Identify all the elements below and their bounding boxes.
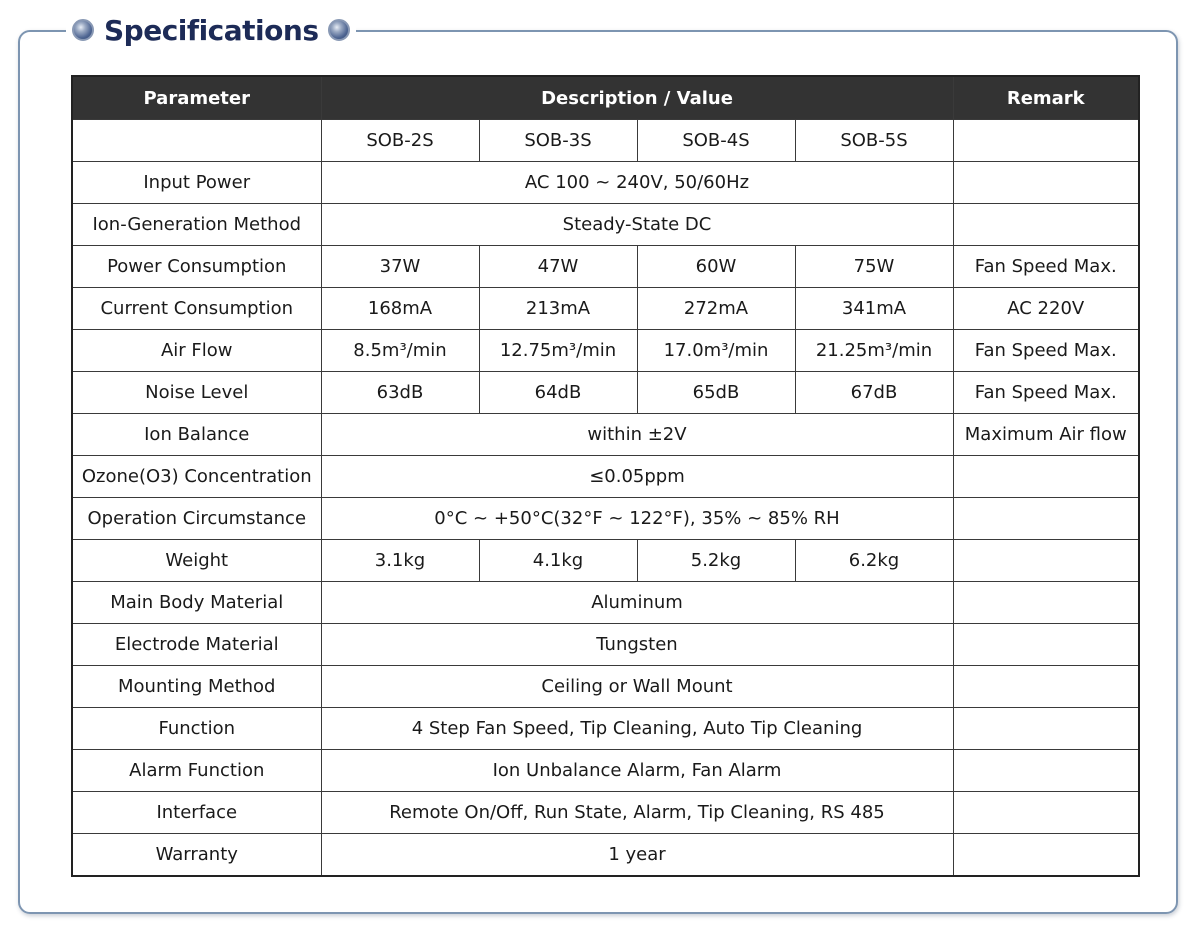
table-row (72, 792, 1139, 834)
value-cell: 0°C ~ +50°C(32°F ~ 122°F), 35% ~ 85% RH (321, 498, 953, 540)
table-row (72, 330, 1139, 372)
param-label: Weight (72, 540, 321, 582)
page-title: Specifications (104, 13, 319, 47)
param-label: Operation Circumstance (72, 498, 321, 540)
param-label: Mounting Method (72, 666, 321, 708)
value-cell: 341mA (795, 288, 953, 330)
param-label: Ozone(O3) Concentration (72, 456, 321, 498)
table-header-row (72, 76, 1139, 120)
value-cell: 65dB (637, 372, 795, 414)
remark-cell (953, 666, 1139, 708)
table-row (72, 414, 1139, 456)
table-row (72, 708, 1139, 750)
param-label: Input Power (72, 162, 321, 204)
remark-cell: Fan Speed Max. (953, 372, 1139, 414)
value-cell: ≤0.05ppm (321, 456, 953, 498)
value-cell: within ±2V (321, 414, 953, 456)
header-parameter: Parameter (72, 76, 321, 120)
value-cell: 21.25m³/min (795, 330, 953, 372)
value-cell: 4 Step Fan Speed, Tip Cleaning, Auto Tip Cleaning (321, 708, 953, 750)
value-cell: 63dB (321, 372, 479, 414)
remark-cell (953, 834, 1139, 877)
remark-cell: AC 220V (953, 288, 1139, 330)
value-cell: Tungsten (321, 624, 953, 666)
value-cell: 168mA (321, 288, 479, 330)
value-cell: 47W (479, 246, 637, 288)
param-label: Current Consumption (72, 288, 321, 330)
model-cell: SOB-5S (795, 120, 953, 162)
table-row (72, 750, 1139, 792)
remark-cell (953, 120, 1139, 162)
value-cell: 17.0m³/min (637, 330, 795, 372)
value-cell: 67dB (795, 372, 953, 414)
remark-cell (953, 456, 1139, 498)
value-cell: AC 100 ~ 240V, 50/60Hz (321, 162, 953, 204)
table-row (72, 288, 1139, 330)
param-label: Alarm Function (72, 750, 321, 792)
param-label: Interface (72, 792, 321, 834)
table-row (72, 540, 1139, 582)
models-label (72, 120, 321, 162)
value-cell: 12.75m³/min (479, 330, 637, 372)
value-cell: 4.1kg (479, 540, 637, 582)
value-cell: 213mA (479, 288, 637, 330)
value-cell: Remote On/Off, Run State, Alarm, Tip Cleaning, RS 485 (321, 792, 953, 834)
table-row (72, 834, 1139, 877)
remark-cell (953, 498, 1139, 540)
table-row (72, 456, 1139, 498)
table-row (72, 666, 1139, 708)
remark-cell: Maximum Air flow (953, 414, 1139, 456)
remark-cell: Fan Speed Max. (953, 246, 1139, 288)
bullet-icon (72, 19, 94, 41)
param-label: Air Flow (72, 330, 321, 372)
param-label: Ion Balance (72, 414, 321, 456)
remark-cell: Fan Speed Max. (953, 330, 1139, 372)
bullet-icon (328, 19, 350, 41)
remark-cell (953, 750, 1139, 792)
remark-cell (953, 162, 1139, 204)
param-label: Function (72, 708, 321, 750)
table-row (72, 372, 1139, 414)
value-cell: 5.2kg (637, 540, 795, 582)
value-cell: Aluminum (321, 582, 953, 624)
table-row (72, 624, 1139, 666)
header-remark: Remark (953, 76, 1139, 120)
param-label: Warranty (72, 834, 321, 877)
models-row (72, 120, 1139, 162)
table-row (72, 498, 1139, 540)
value-cell: 60W (637, 246, 795, 288)
value-cell: Steady-State DC (321, 204, 953, 246)
spec-table (71, 75, 1140, 877)
table-row (72, 204, 1139, 246)
remark-cell (953, 540, 1139, 582)
model-cell: SOB-3S (479, 120, 637, 162)
param-label: Noise Level (72, 372, 321, 414)
value-cell: Ion Unbalance Alarm, Fan Alarm (321, 750, 953, 792)
value-cell: Ceiling or Wall Mount (321, 666, 953, 708)
header-description: Description / Value (321, 76, 953, 120)
table-row (72, 162, 1139, 204)
table-row (72, 246, 1139, 288)
param-label: Power Consumption (72, 246, 321, 288)
param-label: Electrode Material (72, 624, 321, 666)
value-cell: 64dB (479, 372, 637, 414)
value-cell: 6.2kg (795, 540, 953, 582)
value-cell: 1 year (321, 834, 953, 877)
remark-cell (953, 624, 1139, 666)
value-cell: 272mA (637, 288, 795, 330)
value-cell: 37W (321, 246, 479, 288)
remark-cell (953, 792, 1139, 834)
value-cell: 3.1kg (321, 540, 479, 582)
remark-cell (953, 204, 1139, 246)
model-cell: SOB-4S (637, 120, 795, 162)
model-cell: SOB-2S (321, 120, 479, 162)
table-row (72, 582, 1139, 624)
param-label: Main Body Material (72, 582, 321, 624)
value-cell: 8.5m³/min (321, 330, 479, 372)
value-cell: 75W (795, 246, 953, 288)
param-label: Ion-Generation Method (72, 204, 321, 246)
remark-cell (953, 582, 1139, 624)
section-header (66, 10, 356, 50)
remark-cell (953, 708, 1139, 750)
